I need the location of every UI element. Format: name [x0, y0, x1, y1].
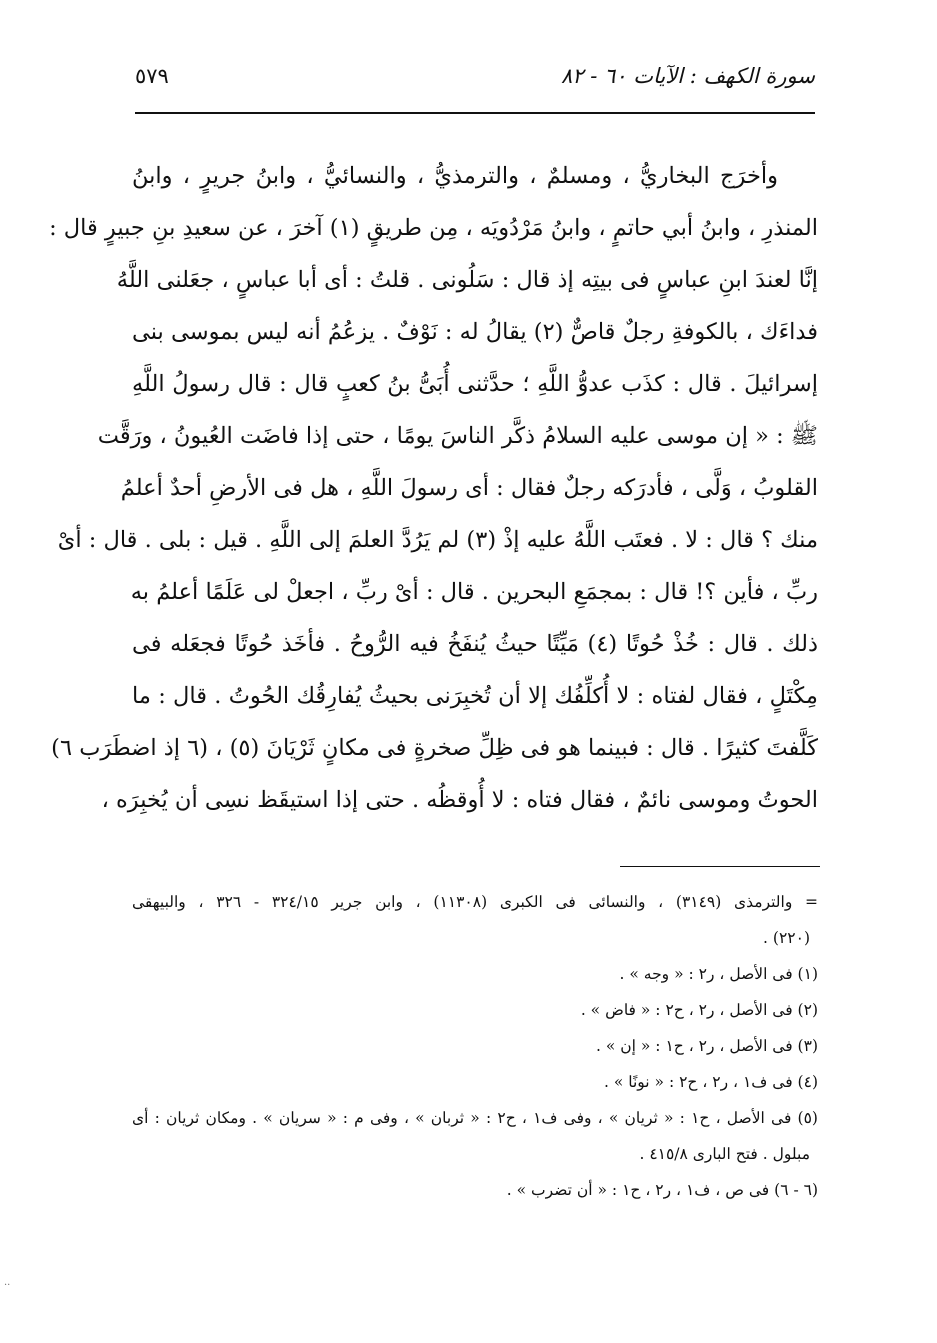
footnote-line: (٤) فى ف١ ، ر٢ ، ح٢ : « نونًا » . — [603, 1073, 818, 1091]
text-line: المنذرِ ، وابنُ أبي حاتمٍ ، وابنُ مَرْدُويَه ، مِن طريقٍ (١) آخرَ ، عن سعيدِ بنِ جبيرٍ قال : — [49, 215, 818, 241]
footnote-line: (٣) فى الأصل ، ر٢ ، ح١ : « إن » . — [596, 1037, 818, 1055]
text-line: منك ؟ قال : لا . فعتَب اللَّهُ عليه إذْ (٣) لم يَرُدَّ العلمَ إلى اللَّهِ . قيل : بلى . قال : أىْ — [57, 527, 818, 553]
header-rule — [135, 112, 815, 114]
text-line: وأخرَج البخاريُّ ، ومسلمٌ ، والترمذيُّ ، والنسائيُّ ، وابنُ جريرٍ ، وابنُ — [132, 163, 778, 189]
running-title: سورة الكهف : الآيات ٦٠ - ٨٢ — [560, 64, 815, 88]
footnote-rule — [620, 866, 820, 867]
footnote-line: (١) فى الأصل ، ر٢ : « وجه » . — [619, 965, 818, 983]
text-line: فداءَك ، بالكوفةِ رجلٌ قاصٌّ (٢) يقالُ له : نَوْفٌ . يزعُمُ أنه ليس بموسى بنى — [132, 319, 818, 345]
scan-mark: ·· — [4, 1280, 11, 1291]
text-line: إنَّا لعندَ ابنِ عباسٍ فى بيتِه إذ قال : سَلُونى . قلتُ : أى أبا عباسٍ ، جعَلنى اللَّهُ — [116, 267, 818, 293]
footnotes — [132, 884, 818, 1208]
text-line: ربِّ ، فأين ؟! قال : بمجمَعِ البحرين . قال : أىْ ربِّ ، اجعلْ لى عَلَمًا أعلمُ به — [130, 579, 818, 605]
main-text — [49, 150, 818, 826]
footnote-line: (٢٢٠) . — [763, 929, 810, 947]
page-number: ٥٧٩ — [135, 64, 169, 88]
footnote-line: مبلول . فتح البارى ٤١٥/٨ . — [639, 1145, 810, 1163]
footnote-line: = والترمذى (٣١٤٩) ، والنسائى فى الكبرى (١١٣٠٨) ، وابن جرير ٣٢٤/١٥ - ٣٢٦ ، والبيهقى — [132, 893, 818, 911]
footnote-line: (٦ - ٦) فى ص ، ف١ ، ر٢ ، ح١ : « أن تضرب » . — [506, 1181, 818, 1199]
text-line: ذلك . قال : خُذْ حُوتًا (٤) مَيِّتًا حيثُ يُنفَخُ فيه الرُّوحُ . فأخَذ حُوتًا فجعَله فى — [132, 631, 818, 657]
text-line: القلوبُ ، وَلَّى ، فأدرَكه رجلٌ فقال : أى رسولَ اللَّهِ ، هل فى الأرضِ أحدٌ أعلمُ — [120, 475, 818, 501]
text-line: الحوتُ وموسى نائمٌ ، فقال فتاه : لا أُوقظُه . حتى إذا استيقَظ نسِى أن يُخبِرَه ، — [101, 787, 818, 813]
footnote-line: (٢) فى الأصل ، ر٢ ، ح٢ : « فاض » . — [580, 1001, 818, 1019]
text-line: ﷺ : « إن موسى عليه السلامُ ذكَّر الناسَ يومًا ، حتى إذا فاضَت العُيونُ ، ورَقَّت — [97, 423, 818, 449]
text-line: كَلَّفتَ كثيرًا . قال : فبينما هو فى ظِلِّ صخرةٍ فى مكانٍ ثَرْيَانَ (٥) ، (٦ إذ اضطَرَب ٦) — [51, 735, 818, 761]
page-header — [135, 64, 815, 104]
text-line: إسرائيلَ . قال : كذَب عدوُّ اللَّهِ ؛ حدَّثنى أُبَىُّ بنُ كعبٍ قال : قال رسولُ اللَّهِ — [132, 371, 818, 397]
text-line: مِكْتَلٍ ، فقال لفتاه : لا أُكلِّفُك إلا أن تُخبِرَنى بحيثُ يُفارِقُك الحُوتُ . قال : ما — [132, 683, 818, 709]
footnote-line: (٥) فى الأصل ، ح١ : « ثريان » ، وفى ف١ ، ح٢ : « ثربان » ، وفى م : « سريان » . ومكان ثريان : أى — [132, 1109, 818, 1127]
